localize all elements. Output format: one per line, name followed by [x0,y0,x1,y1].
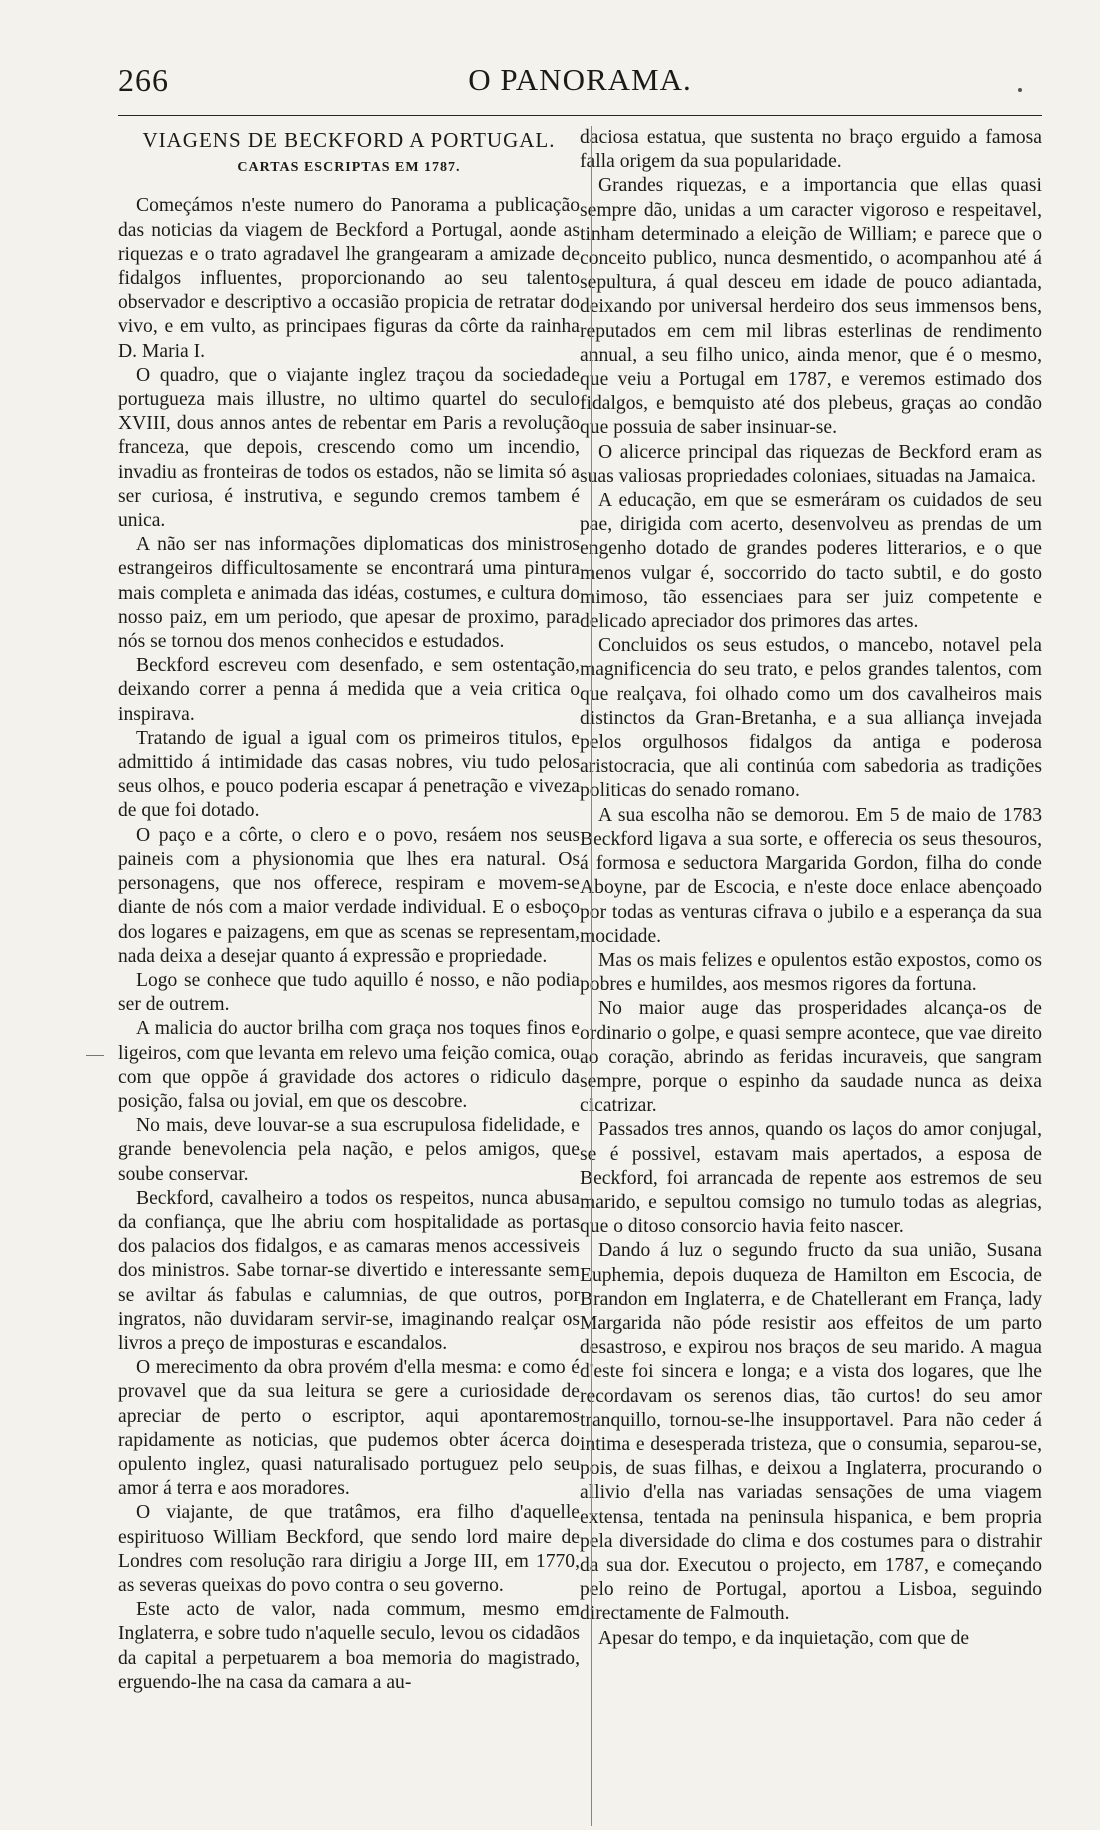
paragraph: Este acto de valor, nada commum, mesmo em Inglaterra, e sobre tudo n'aquelle seculo, levou os cidadãos da capital a perpetuarem a boa memoria do magistrado, erguendo-lhe na casa da camara a au- [118,1599,580,1693]
paragraph: A educação, em que se esmeráram os cuidados de seu pae, dirigida com acerto, desenvolveu as prendas de um engenho dotado de grandes poderes litterarios, e o que menos vulgar é, soccorrido do tacto subtil, e do gosto mimoso, tão essenciaes para ser juiz competente e delicado apreciador dos primores das artes. [580,490,1042,633]
text-columns [118,126,1042,1695]
paragraph: Concluidos os seus estudos, o mancebo, notavel pela magnificencia do seu trato, e pelos grandes talentos, com que realçava, foi olhado como um dos cavalheiros mais distinctos da Gran-Bretanha, e a sua alliança invejada pelos orgulhosos fidalgos da antiga e poderosa aristocracia, que ali continúa com sabedoria as tradições politicas do senado romano. [580,635,1042,802]
page-header [118,62,1042,118]
paragraph: Passados tres annos, quando os laços do amor conjugal, se é possivel, estavam mais apertados, a esposa de Beckford, foi arrancada de repente aos estremos de seu marido, e sepultou comsigo no tumulo todas as alegrias, que o ditoso consorcio havia feito nascer. [580,1119,1042,1238]
paragraph: Dando á luz o segundo fructo da sua união, Susana Euphemia, depois duqueza de Hamilton em Escocia, de Brandon em Inglaterra, e de Chatellerant em França, lady Margarida não póde resistir aos effeitos de um parto desastroso, e expirou nos braços de seu marido. A magua d'este foi sincera e longa; e a vista dos logares, que lhe recordavam os serenos dias, tão curtos! do seu amor tranquillo, tornou-se-lhe insupportavel. Para não ceder á intima e desesperada tristeza, que o consumia, separou-se, pois, de suas filhas, e deixou a Inglaterra, procurando o allivio d'ella nas variadas sensações de uma viagem extensa, tentada na peninsula hispanica, e bem propria pela diversidade do clima e dos costumes para o distrahir da sua dor. Executou o projecto, em 1787, e começando pelo reino de Portugal, aportou a Lisboa, seguindo directamente de Falmouth. [580,1240,1042,1625]
paragraph: O quadro, que o viajante inglez traçou da sociedade portugueza mais illustre, no ultimo quartel do seculo XVIII, dous annos antes de rebentar em Paris a revolução franceza, que depois, crescendo como um incendio, invadiu as fronteiras de todos os estados, não se limita só a ser curiosa, é instrutiva, e segundo cremos tambem é unica. [118,364,580,532]
article-title: VIAGENS DE BECKFORD A PORTUGAL. [142,128,556,152]
paragraph: A não ser nas informações diplomaticas dos ministros estrangeiros difficultosamente se encontrará uma pintura mais completa e animada das idéas, costumes, e cultura do nosso paiz, em um periodo, que apesar de proximo, para nós se tornou dos menos conhecidos e estudados. [118,534,580,653]
paragraph: O paço e a côrte, o clero e o povo, resáem nos seus paineis com a physionomia que lhes era natural. Os personagens, que nos offerece, respiram e movem-se diante de nós com a maior verdade individual. E o esboço dos logares e paizagens, em que as scenas se representam, nada deixa a desejar quanto á expressão e propriedade. [118,824,580,967]
paragraph: O viajante, de que tratâmos, era filho d'aquelle espirituoso William Beckford, que sendo lord maire de Londres com resolução rara dirigiu a Jorge III, em 1770, as severas queixas do povo contra o seu governo. [118,1502,580,1596]
running-title: O PANORAMA. [468,62,692,97]
paragraph: Apesar do tempo, e da inquietação, com que de [598,1627,970,1649]
paragraph: Começámos n'este numero do Panorama a publicação das noticias da viagem de Beckford a Portugal, aonde as riquezas e o trato agradavel lhe grangearam a amizade de fidalgos influentes, proporcionando ao seu talento observador e descriptivo a occasião propicia de retratar do vivo, e em vulto, as principaes figuras da côrte da rainha D. Maria I. [118,195,580,362]
paragraph: daciosa estatua, que sustenta no braço erguido a famosa falla origem da sua popularidade. [580,127,1042,173]
left-column [118,126,580,1695]
paragraph: No maior auge das prosperidades alcança-os de ordinario o golpe, e quasi sempre acontece, que vae direito ao coração, abrindo as feridas incuraveis, que sangram sempre, porque o espinho da saudade nunca as deixa cicatrizar. [580,998,1042,1117]
right-column [580,126,1042,1695]
paragraph: Beckford, cavalheiro a todos os respeitos, nunca abusa da confiança, que lhe abriu com hospitalidade as portas dos palacios dos fidalgos, e as camaras menos accessiveis dos ministros. Sabe tornar-se divertido e interessante sem se aviltar ás fabulas e calumnias, de que outros, por ingratos, não duvidaram servir-se, imaginando realçar os livros a preço de imposturas e escandalos. [118,1187,580,1354]
paragraph: A sua escolha não se demorou. Em 5 de maio de 1783 Beckford ligava a sua sorte, e offerecia os seus thesouros, á formosa e seductora Margarida Gordon, filha do conde Aboyne, par de Escocia, e n'este doce enlace abençoado por todas as venturas cifrava o jubilo e a esperança da sua mocidade. [580,804,1042,947]
page-number: 266 [118,62,169,98]
article-subtitle: CARTAS ESCRIPTAS EM 1787. [237,160,461,176]
paragraph: O alicerce principal das riquezas de Beckford eram as suas valiosas propriedades coloniaes, situadas na Jamaica. [580,441,1042,487]
column-rule [591,126,592,1826]
margin-mark [86,1055,104,1056]
paragraph: No mais, deve louvar-se a sua escrupulosa fidelidade, e grande benevolencia pela nação, e pelos amigos, que soube conservar. [118,1115,580,1185]
paragraph: Grandes riquezas, e a importancia que ellas quasi sempre dão, unidas a um caracter vigoroso e respeitavel, tinham determinado a eleição de William; e parece que o conceito publico, nunca desmentido, o acompanhou até á sepultura, á qual desceu em idade de pouco adiantada, deixando por universal herdeiro dos seus immensos bens, reputados em cem mil libras esterlinas de rendimento annual, a seu filho unico, ainda menor, que é o mesmo, que veiu a Portugal em 1787, e veremos estimado dos fidalgos, e bemquisto até dos plebeus, graças ao condão que possuia de saber insinuar-se. [580,175,1042,439]
printer-dot [1018,88,1022,92]
header-rule [118,115,1042,116]
paragraph: Logo se conhece que tudo aquillo é nosso, e não podia ser de outrem. [118,969,580,1016]
paragraph: Beckford escreveu com desenfado, e sem ostentação, deixando correr a penna á medida que a veia critica o inspirava. [118,655,580,725]
paragraph: Tratando de igual a igual com os primeiros titulos, e admittido á intimidade das casas nobres, viu tudo pelos seus olhos, e pouco poderia escapar á penetração e viveza de que foi dotado. [118,727,580,822]
paragraph: A malicia do auctor brilha com graça nos toques finos e ligeiros, com que levanta em relevo uma feição comica, ou com que oppõe á gravidade dos actores o ridiculo da posição, falsa ou jovial, em que os descobre. [118,1018,580,1112]
paragraph: O merecimento da obra provém d'ella mesma: e como é provavel que da sua leitura se gere a curiosidade de apreciar de perto o escriptor, aqui apontaremos rapidamente as noticias, que pudemos obter ácerca do opulento inglez, quasi naturalisado portuguez pelo seu amor á terra e aos moradores. [118,1357,580,1500]
paragraph: Mas os mais felizes e opulentos estão expostos, como os pobres e humildes, aos mesmos rigores da fortuna. [580,949,1042,996]
